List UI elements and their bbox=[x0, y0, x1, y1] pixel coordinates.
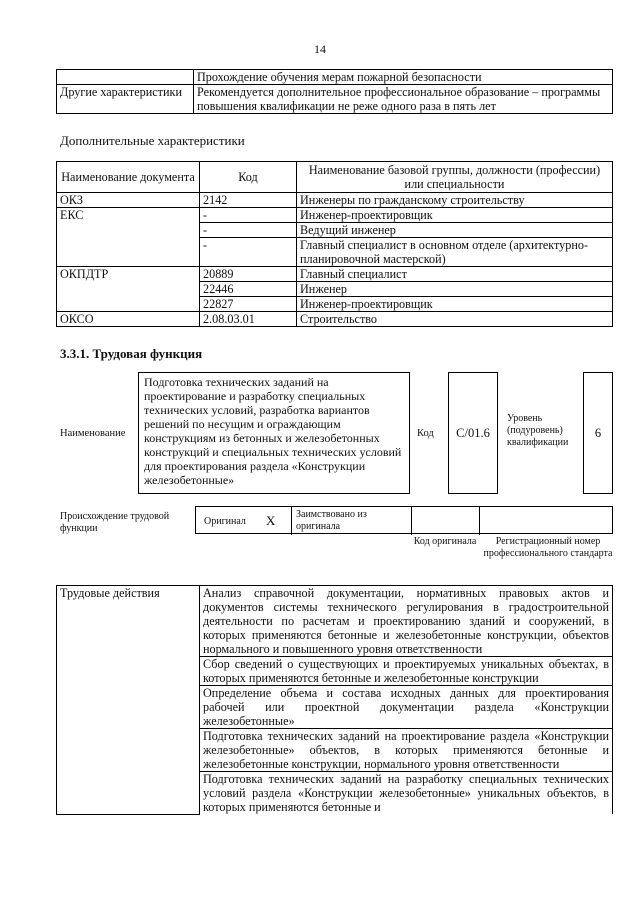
additional-title: Дополнительные характеристики bbox=[60, 133, 245, 148]
code-cell: 22827 bbox=[200, 297, 297, 312]
code-cell: 22446 bbox=[200, 282, 297, 297]
divider bbox=[411, 507, 412, 535]
table-row bbox=[57, 85, 613, 114]
doc-cell: ОКСО bbox=[57, 312, 200, 327]
code-cell: - bbox=[200, 238, 297, 267]
code-cell: 2.08.03.01 bbox=[200, 312, 297, 327]
table-header-row bbox=[57, 162, 613, 193]
name-cell: Инженер-проектировщик bbox=[297, 297, 613, 312]
header-code: Код bbox=[200, 162, 297, 193]
table-row bbox=[57, 312, 613, 327]
name-cell: Главный специалист bbox=[297, 267, 613, 282]
name-label: Наименование bbox=[60, 428, 126, 439]
action-item: Определение объема и состава исходных данных для проектирования рабочей или проектной документации раздела «Конструкции железобетонные» bbox=[200, 686, 613, 729]
code-cell: - bbox=[200, 208, 297, 223]
divider bbox=[479, 507, 480, 535]
code-label: Код bbox=[417, 428, 434, 439]
name-cell: Строительство bbox=[297, 312, 613, 327]
actions-label: Трудовые действия bbox=[57, 586, 200, 815]
level-label: Уровень (подуровень) квалификации bbox=[507, 413, 569, 448]
action-item: Подготовка технических заданий на разработку специальных технических условий раздела «Конструкции железобетонные» уникальных объектов, в которых применяются бетонные и bbox=[200, 772, 613, 815]
row-value: Прохождение обучения мерам пожарной безопасности bbox=[194, 70, 613, 85]
code-original-caption: Код оригинала bbox=[413, 536, 477, 547]
code-cell: 2142 bbox=[200, 193, 297, 208]
divider bbox=[291, 507, 292, 535]
header-name: Наименование базовой группы, должности (профессии) или специальности bbox=[297, 162, 613, 193]
row-label: Другие характеристики bbox=[57, 85, 194, 114]
name-cell: Инженер-проектировщик bbox=[297, 208, 613, 223]
name-cell: Ведущий инженер bbox=[297, 223, 613, 238]
doc-cell: ЕКС bbox=[57, 208, 200, 267]
action-item: Анализ справочной документации, нормативных правовых актов и документов системы технического регулирования в градостроительной деятельности по расчетам и проектированию зданий и сооружений, в которых применяются бетонные и железобетонные конструкции, объектов нормального и повышенного уровня ответственности bbox=[200, 586, 613, 657]
table-row bbox=[57, 208, 613, 223]
code-cell: 20889 bbox=[200, 267, 297, 282]
section-title: 3.3.1. Трудовая функция bbox=[60, 346, 203, 361]
level-value-box: 6 bbox=[583, 372, 613, 494]
borrowed-label: Заимствовано из оригинала bbox=[296, 509, 367, 532]
origin-label: Происхождение трудовой функции bbox=[60, 511, 170, 534]
table-row bbox=[57, 267, 613, 282]
doc-cell: ОКЗ bbox=[57, 193, 200, 208]
qualification-table bbox=[56, 69, 613, 114]
doc-cell: ОКПДТР bbox=[57, 267, 200, 312]
table-row bbox=[57, 70, 613, 85]
name-cell: Инженер bbox=[297, 282, 613, 297]
header-doc: Наименование документа bbox=[57, 162, 200, 193]
action-item: Подготовка технических заданий на проектирование раздела «Конструкции железобетонные» объектов, в которых применяются бетонные и железобетонные конструкции, нормального уровня ответственности bbox=[200, 729, 613, 772]
table-row bbox=[57, 193, 613, 208]
table-row bbox=[57, 586, 613, 657]
page-number: 14 bbox=[314, 42, 326, 56]
action-item: Сбор сведений о существующих и проектируемых уникальных объектах, в которых применяются бетонные и железобетонные конструкции bbox=[200, 657, 613, 686]
function-code-box: C/01.6 bbox=[448, 372, 498, 494]
origin-row bbox=[195, 506, 613, 534]
function-name-box: Подготовка технических заданий на проектирование и разработку специальных технических условий, разработка вариантов решений по несущим и ограждающим конструкциям из бетонных и железобетонных конструкций и специальных технических условий для проектирования раздела «Конструкции железобетонные» bbox=[138, 372, 410, 494]
original-mark: X bbox=[266, 513, 276, 528]
row-label bbox=[57, 70, 194, 85]
name-cell: Главный специалист в основном отделе (архитектурно-планировочной мастерской) bbox=[297, 238, 613, 267]
row-value: Рекомендуется дополнительное профессиональное образование – программы повышения квалификации не реже одного раза в пять лет bbox=[194, 85, 613, 114]
name-cell: Инженеры по гражданскому строительству bbox=[297, 193, 613, 208]
reg-number-caption: Регистрационный номер профессионального стандарта bbox=[483, 536, 613, 559]
original-label: Оригинал bbox=[204, 516, 246, 527]
additional-characteristics-table bbox=[56, 161, 613, 327]
labor-actions-table bbox=[56, 585, 613, 815]
code-cell: - bbox=[200, 223, 297, 238]
